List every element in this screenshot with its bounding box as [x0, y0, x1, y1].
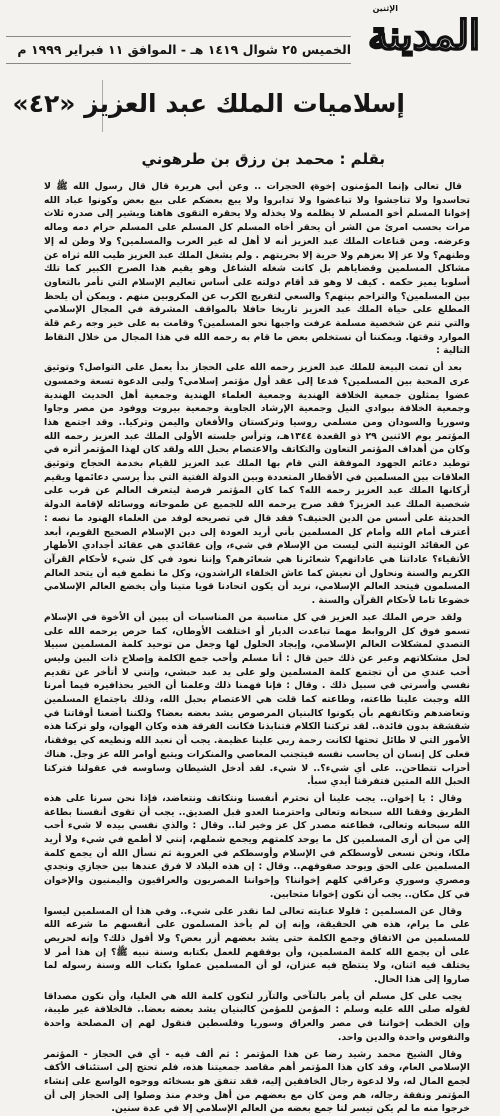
article-paragraph: وقال الشيخ محمد رشيد رضا عن هذا المؤتمر : ثم ألف فيه - أي في الحجاز - المؤتمر الإسلامي العام، وقد كان هذا المؤتمر أهم مقاصد جمعيتنا هذه، فلم تحتج إلى استئناف الأكف لجمع المال له، ولا لدعوة رجال الخافقين إليه، فقد تنفق هو بسخائه ووجوه الواسع على إنشاء المؤتمر ونفقة رجاله، هم ومن كان مع بعضهم من أهل وخدم منذ وصلوا إلى الحجاز إلى أن خرجوا منه ما لم يكن تيسر لنا جمع بعضه من العالم الإسلامي إلا في عدة سنين.	[44, 1048, 470, 1115]
logo-small-mark: الإثنين	[372, 4, 398, 13]
article-body	[44, 180, 470, 1115]
issue-date: الخميس ٢٥ شوال ١٤١٩ هـ - الموافق ١١ فبراير ١٩٩٩ م	[6, 36, 351, 64]
article-paragraph: وقال : يا إخوان.. يجب علينا أن نحترم أنفسنا ونتكاتف ونتعاضد، فإذا نحن سرنا على هذه الطريق وفقنا الله سبحانه وتعالى واحترمنا العدو قبل الصديق.. يجب أن تقوى أنفسنا بطاعة الله سبحانه وتعالى، فطاعته مصدر كل عز وخير لنا.. وقال : والذي نفسي بيده لا شيء أحب إلي من أن أرى المسلمين كل ما يوحد كلمتهم ويجمع شملهم، إنني لا أطمع في شيء ولا أريد ملكا، ونحن نسعى لأوسطكم في الإسلام وأوسطكم في العروبة ثم نسأل الله أن يجمع كلمة المسلمين على الحق ويوحد صفوفهم.. وقال : إن هذه البلاد لا فرق عندها بين حجازي ونجدي ومصري وسوري وعراقي كلهم إخواننا؟ وإخواننا المصريون والعراقيون واليمنيون والإخوان في كل مكان.. يجب أن نكون إخوانا متحابين.	[44, 792, 470, 900]
article-byline: بقلم : محمد بن رزق بن طرهوني	[141, 150, 385, 168]
article-paragraph: وقال عن المسلمين : فلولا عنايته تعالى لما نقدر على شيء.. وفي هذا أن المسلمين ليسوا على ما يرام، هذه هي الحقيقة، وإنه إن لم يأخذ المسلمون على أنفسهم ما شرعه الله للمسلمين من الاتفاق وجمع الكلمة حتى يشد بعضهم أزر بعض؟ ولا أقول ذلك؟ وإنه لحريص على أن يجمع الله كلمة المسلمين، وأن يوفقهم للعمل بكتابه وسنة نبيه ﷺ؟ إن هذا أمر لا يختلف فيه اثنان، ولا ينتطح فيه عنزان، لو أن المسلمين عملوا بكتاب الله وسنة رسوله لما صاروا إلى هذا الحال.	[44, 905, 470, 986]
article-paragraph: يجب على كل مسلم أن يأمر بالتآخي والتآزر لتكون كلمة الله هي العليا، وأن نكون مصداقا لقوله صلى الله عليه وسلم : المؤمن للمؤمن كالبنيان يشد بعضه بعضا.. فالخلافة غير طيبة، وإن الخطب إخواننا في مصر والعراق وسوريا وفلسطين فنقول لهم إن المصلحة واحدة والنفوس واحدة والدين واحد.	[44, 990, 470, 1043]
article-paragraph: بعد أن تمت البيعة للملك عبد العزيز رحمه الله على الحجاز بدأ يعمل على التواصل؟ وتوثيق عرى المحبة بين المسلمين؟ فدعا إلى عقد أول مؤتمر إسلامي؟ ولبى الدعوة تسعة وخمسون عضوا يمثلون جمعية الخلافة الهندية وجمعية العلماء الهندية وجمعية أهل الحديث الهندية وجمعية الخلافة ببوادي النيل وجمعية الإرشاد الجاوية وجمعية بيروت ووفود من مصر وجاوا وسوريا والسودان ومن مسلمي روسيا وتركستان والأفغان واليمن وتركيا.. وقد اجتمع هذا المؤتمر يوم الاثنين ٢٩ ذو القعدة ١٣٤٤هـ، وترأس جلسته الأولى الملك عبد العزيز رحمه الله وكان من أهداف المؤتمر التعاون والتكاتف والاعتصام بحبل الله ولقد كان لهذا المؤتمر أثره في توطيد دعائم الجهود الموفقة التي قام بها الملك عبد العزيز للقيام بخدمة الحجاج وتوثيق العلاقات بين المسلمين في الأقطار المتعددة وبين الدولة الفتية التي بدأ يرسي دعائمها ويقيم أركانها الملك عبد العزيز رحمه الله؟ كما كان المؤتمر فرصة ليتعرف العالم عن قرب على شخصية الملك عبد العزيز؟ فقد صرح يرحمه الله للجميع عن طموحاته ووسائله لإقامة الدولة الحديثة على أسس من الدين الحنيف؟ فقد قال في تصريحه لوفد من العلماء الهنود ما نصه : أعترف أمام الله وأمام كل المسلمين بأني أريد العودة إلى دين الإسلام الصحيح القويم، أبعد عن العقائد الوثنية التي ليست من الإسلام في شيء، وإن عقائدي هي عقائد أجدادي الأطهار الأتقياء؟ عاداتنا هي عاداتهم؟ شعائرنا هي شعائرهم؟ وإننا نعود في كل شيء لأحكام القرآن الكريم والسنة ونحاول أن نعيش كما عاش الخلفاء الراشدون، وكل ما نطمع فيه أن يتحد العالم المسلمون فيتحد العالم الإسلامي، نريد أن يكون اتحادنا قويا متينا وأن يخضع العالم الإسلامي خضوعا تاما لأحكام القرآن والسنة .	[44, 362, 470, 607]
article-paragraph: قال تعالى ﴿إنما المؤمنون إخوة﴾ الحجرات .. وعن أبي هريرة قال قال رسول الله ﷺ لا تحاسدوا ولا تناجشوا ولا تباغضوا ولا تدابروا ولا يبع بعضكم على بيع بعض وكونوا عباد الله إخوانا المسلم أخو المسلم لا يظلمه ولا يخذله ولا يحقره التقوى هاهنا ويشير إلى صدره ثلاث مرات بحسب امرئ من الشر أن يحقر أخاه المسلم كل المسلم على المسلم حرام دمه وماله وعرضه. ومن قناعات الملك عبد العزيز أنه لا أهل له غير العرب والمسلمين؟ ولا وطن له إلا وطنهم؟ ولا عز إلا بعزهم ولا حرية إلا بحريتهم . ولم يشغل الملك عبد العزيز طيب الله ثراه عن مشاكل المسلمين وقضاياهم بل كانت شغله الشاغل وهو يقيم هذا الصرح الكبير كما تلك أسلوبا يميز حكمه . كيف لا وهو قد أقام دولته على أساس تعاليم الإسلام التي تأمر بالتعاون بين المسلمين؟ والتراحم بينهم؟ والسعي لتفريج الكرب عن المكروبين منهم . ويمكن أن يلحظ المطلع على حياة الملك عبد العزيز تاريخا حافلا بالمواقف المشرفة في المجال الإسلامي والتي تنم عن شخصية مسلمة عرفت واجبها نحو المسلمين؟ وقامت به على خير وجه رغم قلة الموارد وقتها. ويمكننا أن نستخلص بعض ما قام به رحمه الله في هذا المجال من خلال النقاط التالية :	[44, 181, 470, 357]
newspaper-header	[0, 0, 500, 70]
article-title: إسلاميات الملك عبد العزيز «٤٢»	[12, 89, 405, 118]
article-paragraph: ولقد حرص الملك عبد العزيز في كل مناسبة من المناسبات أن يبين أن الأخوة في الإسلام تسمو فوق كل الروابط مهما تباعدت الديار أو اختلفت الأوطان، كما حرص يرحمه الله على التصدي لمشكلات العالم الإسلامي، وإيجاد الحلول لها وجعل من توحيد كلمة المسلمين سبيلا لحل مشكلاتهم وعبر عن ذلك حين قال : أنا مسلم وأحب جمع الكلمة وإصلاح ذات البين وليس أحب عندي من أن تجتمع كلمة المسلمين ولو على يد عبد حبشي، وإنني لا أتأخر عن تقديم نفسي وأسرتي في سبيل ذلك . وقال : فإنا فهمنا ذلك وعلمنا أن الخير بحذافيره فيما أمرنا الله وجبت علينا طاعته، وطاعته كما قلت هي الاعتصام بحبل الله، وذلك باجتماع المسلمين وتعاضدهم وتكاتفهم بأن يكونوا كالبنيان المرصوص يشد بعضه بعضا؟ ولكننا أضعنا أوقاتنا في شقشقة بدون فائدة.. لقد تركتنا الكلام فتنابذنا فكانت الفرقة هذه وكان الهوان، ولو تركنا هذه الأمور التي لا طائل تحتها لكانت رحمة ربي علينا عظيمة. يجب أن نعبد الله ونطيعه كي يوفقنا، فعلى كل إنسان أن يحاسب نفسه فيتجنب المعاصي والمنكرات ويتبع أوامر الله عز وجل. هناك أحزاب تتطاحن.. على أي شيء؟.. لا شيء. لقد أدخل الشيطان وساوسه في عقولنا فتركنا الحبل الله المتين فتفرقنا أيدي سبأ.	[44, 611, 470, 788]
newspaper-logo	[354, 4, 494, 64]
logo-text: المدينة	[367, 12, 481, 59]
